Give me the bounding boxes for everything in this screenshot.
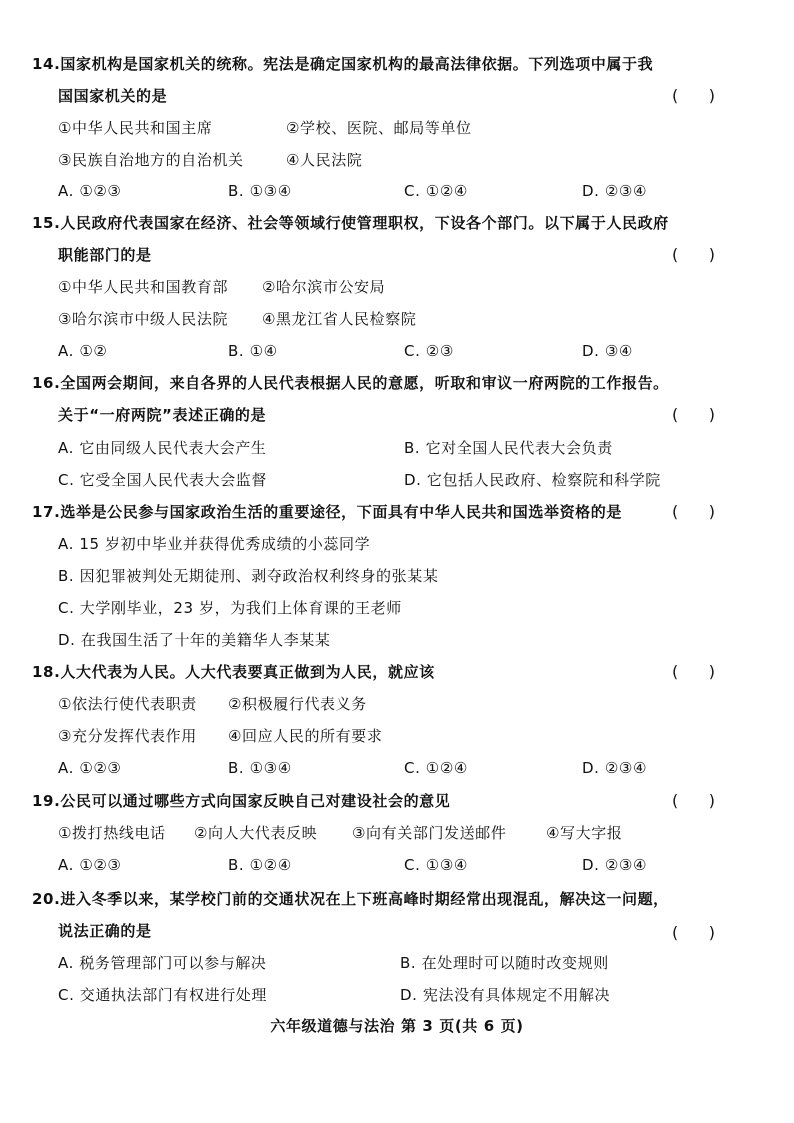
statement-18-4: ④回应人民的所有要求 (228, 727, 383, 745)
choice-20-c[interactable]: C. 交通执法部门有权进行处理 (58, 986, 268, 1004)
choice-15-a[interactable]: A. ①② (58, 342, 108, 360)
choice-18-b[interactable]: B. ①③④ (228, 759, 292, 777)
answer-blank-20[interactable]: ( ) (672, 923, 715, 942)
question-15-line-2: 职能部门的是 (58, 246, 152, 264)
choice-15-c[interactable]: C. ②③ (404, 342, 454, 360)
statement-18-3: ③充分发挥代表作用 (58, 727, 197, 745)
choice-17-d[interactable]: D. 在我国生活了十年的美籍华人李某某 (58, 631, 331, 649)
choice-14-b[interactable]: B. ①③④ (228, 182, 292, 200)
question-16-line-1 (32, 373, 669, 393)
question-stem: 人民政府代表国家在经济、社会等领域行使管理职权，下设各个部门。以下属于人民政府 (60, 214, 669, 232)
question-14-line-1 (32, 54, 653, 74)
choice-15-d[interactable]: D. ③④ (582, 342, 633, 360)
choice-20-d[interactable]: D. 宪法没有具体规定不用解决 (400, 986, 611, 1004)
question-stem: 选举是公民参与国家政治生活的重要途径，下面具有中华人民共和国选举资格的是 (60, 503, 622, 521)
question-15-line-1 (32, 213, 669, 233)
question-stem: 进入冬季以来，某学校门前的交通状况在上下班高峰时期经常出现混乱，解决这一问题， (60, 890, 669, 908)
choice-17-c[interactable]: C. 大学刚毕业，23 岁，为我们上体育课的王老师 (58, 599, 402, 617)
choice-16-b[interactable]: B. 它对全国人民代表大会负责 (404, 439, 613, 457)
choice-18-c[interactable]: C. ①②④ (404, 759, 468, 777)
choice-18-d[interactable]: D. ②③④ (582, 759, 648, 777)
statement-19-2: ②向人大代表反映 (194, 824, 318, 842)
statement-14-2: ②学校、医院、邮局等单位 (286, 119, 472, 137)
answer-blank-17[interactable]: ( ) (672, 502, 715, 521)
question-number: 17. (32, 503, 61, 521)
question-number: 19. (32, 792, 61, 810)
question-17-line-1 (32, 502, 622, 522)
question-stem: 公民可以通过哪些方式向国家反映自己对建设社会的意见 (60, 792, 451, 810)
choice-19-d[interactable]: D. ②③④ (582, 856, 648, 874)
statement-14-1: ①中华人民共和国主席 (58, 119, 213, 137)
choice-19-a[interactable]: A. ①②③ (58, 856, 122, 874)
question-stem: 全国两会期间，来自各界的人民代表根据人民的意愿，听取和审议一府两院的工作报告。 (60, 374, 669, 392)
statement-14-4: ④人民法院 (286, 151, 363, 169)
choice-14-c[interactable]: C. ①②④ (404, 182, 468, 200)
answer-blank-14[interactable]: ( ) (672, 86, 715, 105)
choice-14-d[interactable]: D. ②③④ (582, 182, 648, 200)
choice-16-d[interactable]: D. 它包括人民政府、检察院和科学院 (404, 471, 661, 489)
statement-18-1: ①依法行使代表职责 (58, 695, 197, 713)
answer-blank-18[interactable]: ( ) (672, 662, 715, 681)
choice-17-b[interactable]: B. 因犯罪被判处无期徒刑、剥夺政治权利终身的张某某 (58, 567, 439, 585)
question-number: 15. (32, 214, 61, 232)
question-19-line-1 (32, 791, 450, 811)
choice-17-a[interactable]: A. 15 岁初中毕业并获得优秀成绩的小蕊同学 (58, 535, 371, 553)
choice-20-a[interactable]: A. 税务管理部门可以参与解决 (58, 954, 267, 972)
statement-19-1: ①拨打热线电话 (58, 824, 166, 842)
answer-blank-16[interactable]: ( ) (672, 405, 715, 424)
question-20-line-2: 说法正确的是 (58, 922, 152, 940)
question-number: 18. (32, 663, 61, 681)
question-16-line-2: 关于“一府两院”表述正确的是 (58, 406, 267, 424)
question-20-line-1 (32, 889, 669, 909)
question-number: 16. (32, 374, 61, 392)
question-stem: 人大代表为人民。人大代表要真正做到为人民，就应该 (60, 663, 435, 681)
question-14-line-2: 国国家机关的是 (58, 87, 168, 105)
statement-19-4: ④写大字报 (546, 824, 623, 842)
choice-15-b[interactable]: B. ①④ (228, 342, 278, 360)
statement-18-2: ②积极履行代表义务 (228, 695, 367, 713)
statement-15-1: ①中华人民共和国教育部 (58, 278, 229, 296)
choice-20-b[interactable]: B. 在处理时可以随时改变规则 (400, 954, 609, 972)
statement-14-3: ③民族自治地方的自治机关 (58, 151, 244, 169)
question-number: 20. (32, 890, 61, 908)
answer-blank-19[interactable]: ( ) (672, 791, 715, 810)
choice-14-a[interactable]: A. ①②③ (58, 182, 122, 200)
statement-15-4: ④黑龙江省人民检察院 (262, 310, 417, 328)
question-stem: 国家机构是国家机关的统称。宪法是确定国家机构的最高法律依据。下列选项中属于我 (60, 55, 654, 73)
choice-16-c[interactable]: C. 它受全国人民代表大会监督 (58, 471, 268, 489)
choice-16-a[interactable]: A. 它由同级人民代表大会产生 (58, 439, 267, 457)
choice-19-c[interactable]: C. ①③④ (404, 856, 468, 874)
statement-15-2: ②哈尔滨市公安局 (262, 278, 386, 296)
statement-19-3: ③向有关部门发送邮件 (352, 824, 507, 842)
page-footer: 六年级道德与法治 第 3 页(共 6 页) (270, 1017, 524, 1035)
question-number: 14. (32, 55, 61, 73)
choice-19-b[interactable]: B. ①②④ (228, 856, 292, 874)
question-18-line-1 (32, 662, 435, 682)
answer-blank-15[interactable]: ( ) (672, 245, 715, 264)
statement-15-3: ③哈尔滨市中级人民法院 (58, 310, 229, 328)
choice-18-a[interactable]: A. ①②③ (58, 759, 122, 777)
